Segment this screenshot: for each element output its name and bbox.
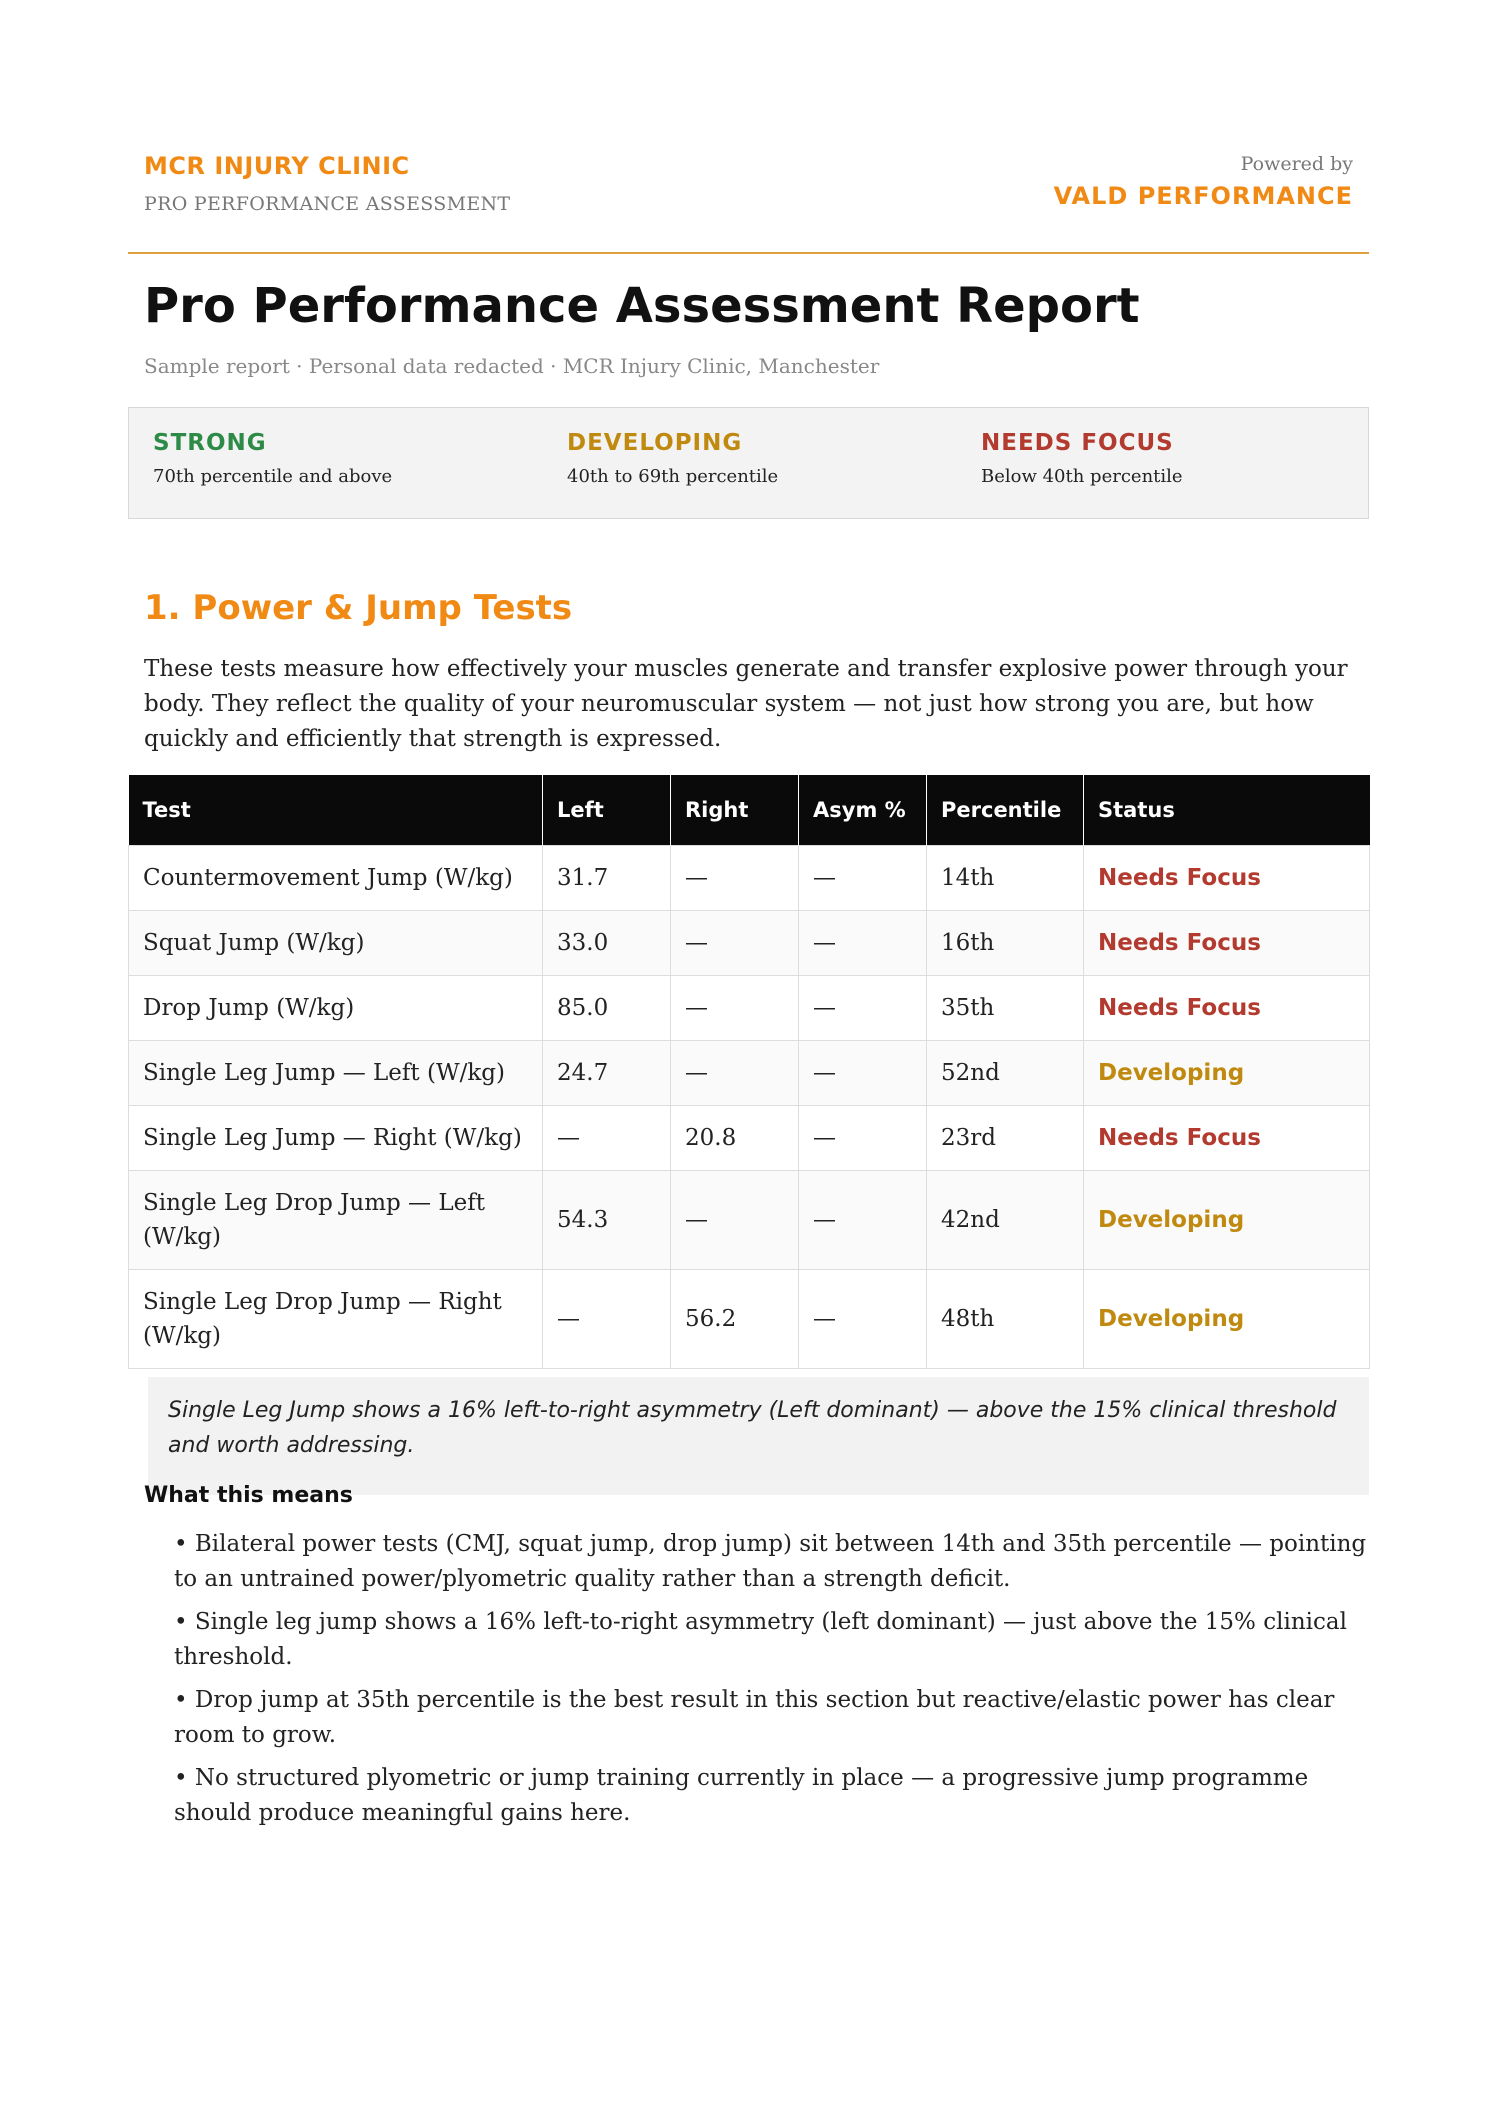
partner-brand: VALD PERFORMANCE	[1053, 182, 1353, 210]
report-subtitle: Sample report · Personal data redacted · MCR Injury Clinic, Manchester	[144, 354, 880, 378]
cell-asym: —	[799, 846, 927, 911]
cell-percentile: 52nd	[927, 1041, 1084, 1106]
report-header	[128, 0, 1369, 254]
section-title: 1. Power & Jump Tests	[144, 588, 573, 628]
cell-asym: —	[799, 1106, 927, 1171]
cell-percentile: 16th	[927, 911, 1084, 976]
cell-right: 56.2	[671, 1270, 799, 1369]
report-title: Pro Performance Assessment Report	[144, 278, 1140, 334]
cell-left: 33.0	[543, 911, 671, 976]
list-item: • Single leg jump shows a 16% left-to-right asymmetry (left dominant) — just above the 15% clinical threshold.	[174, 1609, 1347, 1670]
what-this-means-heading: What this means	[144, 1483, 353, 1508]
cell-test: Drop Jump (W/kg)	[129, 976, 543, 1041]
results-table	[128, 775, 1370, 1369]
column-header-left: Left	[543, 775, 671, 846]
cell-asym: —	[799, 911, 927, 976]
legend-name: NEEDS FOCUS	[981, 430, 1174, 456]
column-header-asym: Asym %	[799, 775, 927, 846]
table-row	[129, 976, 1370, 1041]
cell-percentile: 35th	[927, 976, 1084, 1041]
legend-item-needs-focus	[981, 430, 1183, 487]
cell-right: —	[671, 976, 799, 1041]
cell-right: 20.8	[671, 1106, 799, 1171]
cell-left: 54.3	[543, 1171, 671, 1270]
legend-item-strong	[153, 430, 392, 487]
cell-left: 31.7	[543, 846, 671, 911]
status-legend	[128, 407, 1369, 519]
powered-by-label: Powered by	[1240, 153, 1353, 175]
table-row	[129, 846, 1370, 911]
list-item: • No structured plyometric or jump training currently in place — a progressive jump programme should produce meaningful gains here.	[174, 1765, 1309, 1826]
cell-right: —	[671, 846, 799, 911]
cell-test: Single Leg Jump — Right (W/kg)	[129, 1106, 543, 1171]
legend-name: STRONG	[153, 430, 267, 456]
cell-left: 85.0	[543, 976, 671, 1041]
table-row	[129, 1041, 1370, 1106]
cell-right: —	[671, 1041, 799, 1106]
cell-left: —	[543, 1106, 671, 1171]
cell-right: —	[671, 911, 799, 976]
cell-test: Countermovement Jump (W/kg)	[129, 846, 543, 911]
asymmetry-note	[148, 1377, 1369, 1495]
cell-percentile: 23rd	[927, 1106, 1084, 1171]
cell-status: Developing	[1084, 1171, 1370, 1270]
list-item: • Drop jump at 35th percentile is the best result in this section but reactive/elastic power has clear room to grow.	[174, 1687, 1335, 1748]
cell-asym: —	[799, 1270, 927, 1369]
clinic-brand-subtitle: PRO PERFORMANCE ASSESSMENT	[144, 193, 511, 215]
column-header-percentile: Percentile	[927, 775, 1084, 846]
cell-status: Needs Focus	[1084, 846, 1370, 911]
cell-test: Single Leg Drop Jump — Right (W/kg)	[129, 1270, 543, 1369]
cell-percentile: 48th	[927, 1270, 1084, 1369]
asymmetry-note-text: Single Leg Jump shows a 16% left-to-right asymmetry (Left dominant) — above the 15% clinical threshold and worth addressing.	[168, 1398, 1337, 1458]
cell-status: Needs Focus	[1084, 911, 1370, 976]
legend-description: 40th to 69th percentile	[567, 466, 779, 487]
legend-name: DEVELOPING	[567, 430, 743, 456]
cell-right: —	[671, 1171, 799, 1270]
what-this-means-list	[174, 1527, 1374, 1839]
table-row	[129, 911, 1370, 976]
cell-status: Needs Focus	[1084, 1106, 1370, 1171]
cell-test: Squat Jump (W/kg)	[129, 911, 543, 976]
legend-item-developing	[567, 430, 778, 487]
clinic-brand: MCR INJURY CLINIC	[144, 152, 410, 180]
table-header-row	[129, 775, 1370, 846]
cell-status: Developing	[1084, 1270, 1370, 1369]
table-row	[129, 1106, 1370, 1171]
cell-status: Developing	[1084, 1041, 1370, 1106]
cell-asym: —	[799, 1041, 927, 1106]
cell-percentile: 42nd	[927, 1171, 1084, 1270]
cell-percentile: 14th	[927, 846, 1084, 911]
cell-status: Needs Focus	[1084, 976, 1370, 1041]
list-item: • Bilateral power tests (CMJ, squat jump, drop jump) sit between 14th and 35th percentile — pointing to an untrained power/plyometric quality rather than a strength deficit.	[174, 1531, 1367, 1592]
legend-description: 70th percentile and above	[153, 466, 393, 487]
column-header-right: Right	[671, 775, 799, 846]
column-header-status: Status	[1084, 775, 1370, 846]
table-row	[129, 1270, 1370, 1369]
report-page	[128, 0, 1369, 1826]
legend-description: Below 40th percentile	[981, 466, 1183, 487]
cell-left: 24.7	[543, 1041, 671, 1106]
cell-test: Single Leg Jump — Left (W/kg)	[129, 1041, 543, 1106]
table-row	[129, 1171, 1370, 1270]
cell-asym: —	[799, 976, 927, 1041]
cell-test: Single Leg Drop Jump — Left (W/kg)	[129, 1171, 543, 1270]
cell-left: —	[543, 1270, 671, 1369]
section-intro: These tests measure how effectively your muscles generate and transfer explosive power through your body. They reflect the quality of your neuromuscular system — not just how strong you are, but how quickly and efficiently that strength is expressed.	[144, 656, 1348, 752]
column-header-test: Test	[129, 775, 543, 846]
cell-asym: —	[799, 1171, 927, 1270]
